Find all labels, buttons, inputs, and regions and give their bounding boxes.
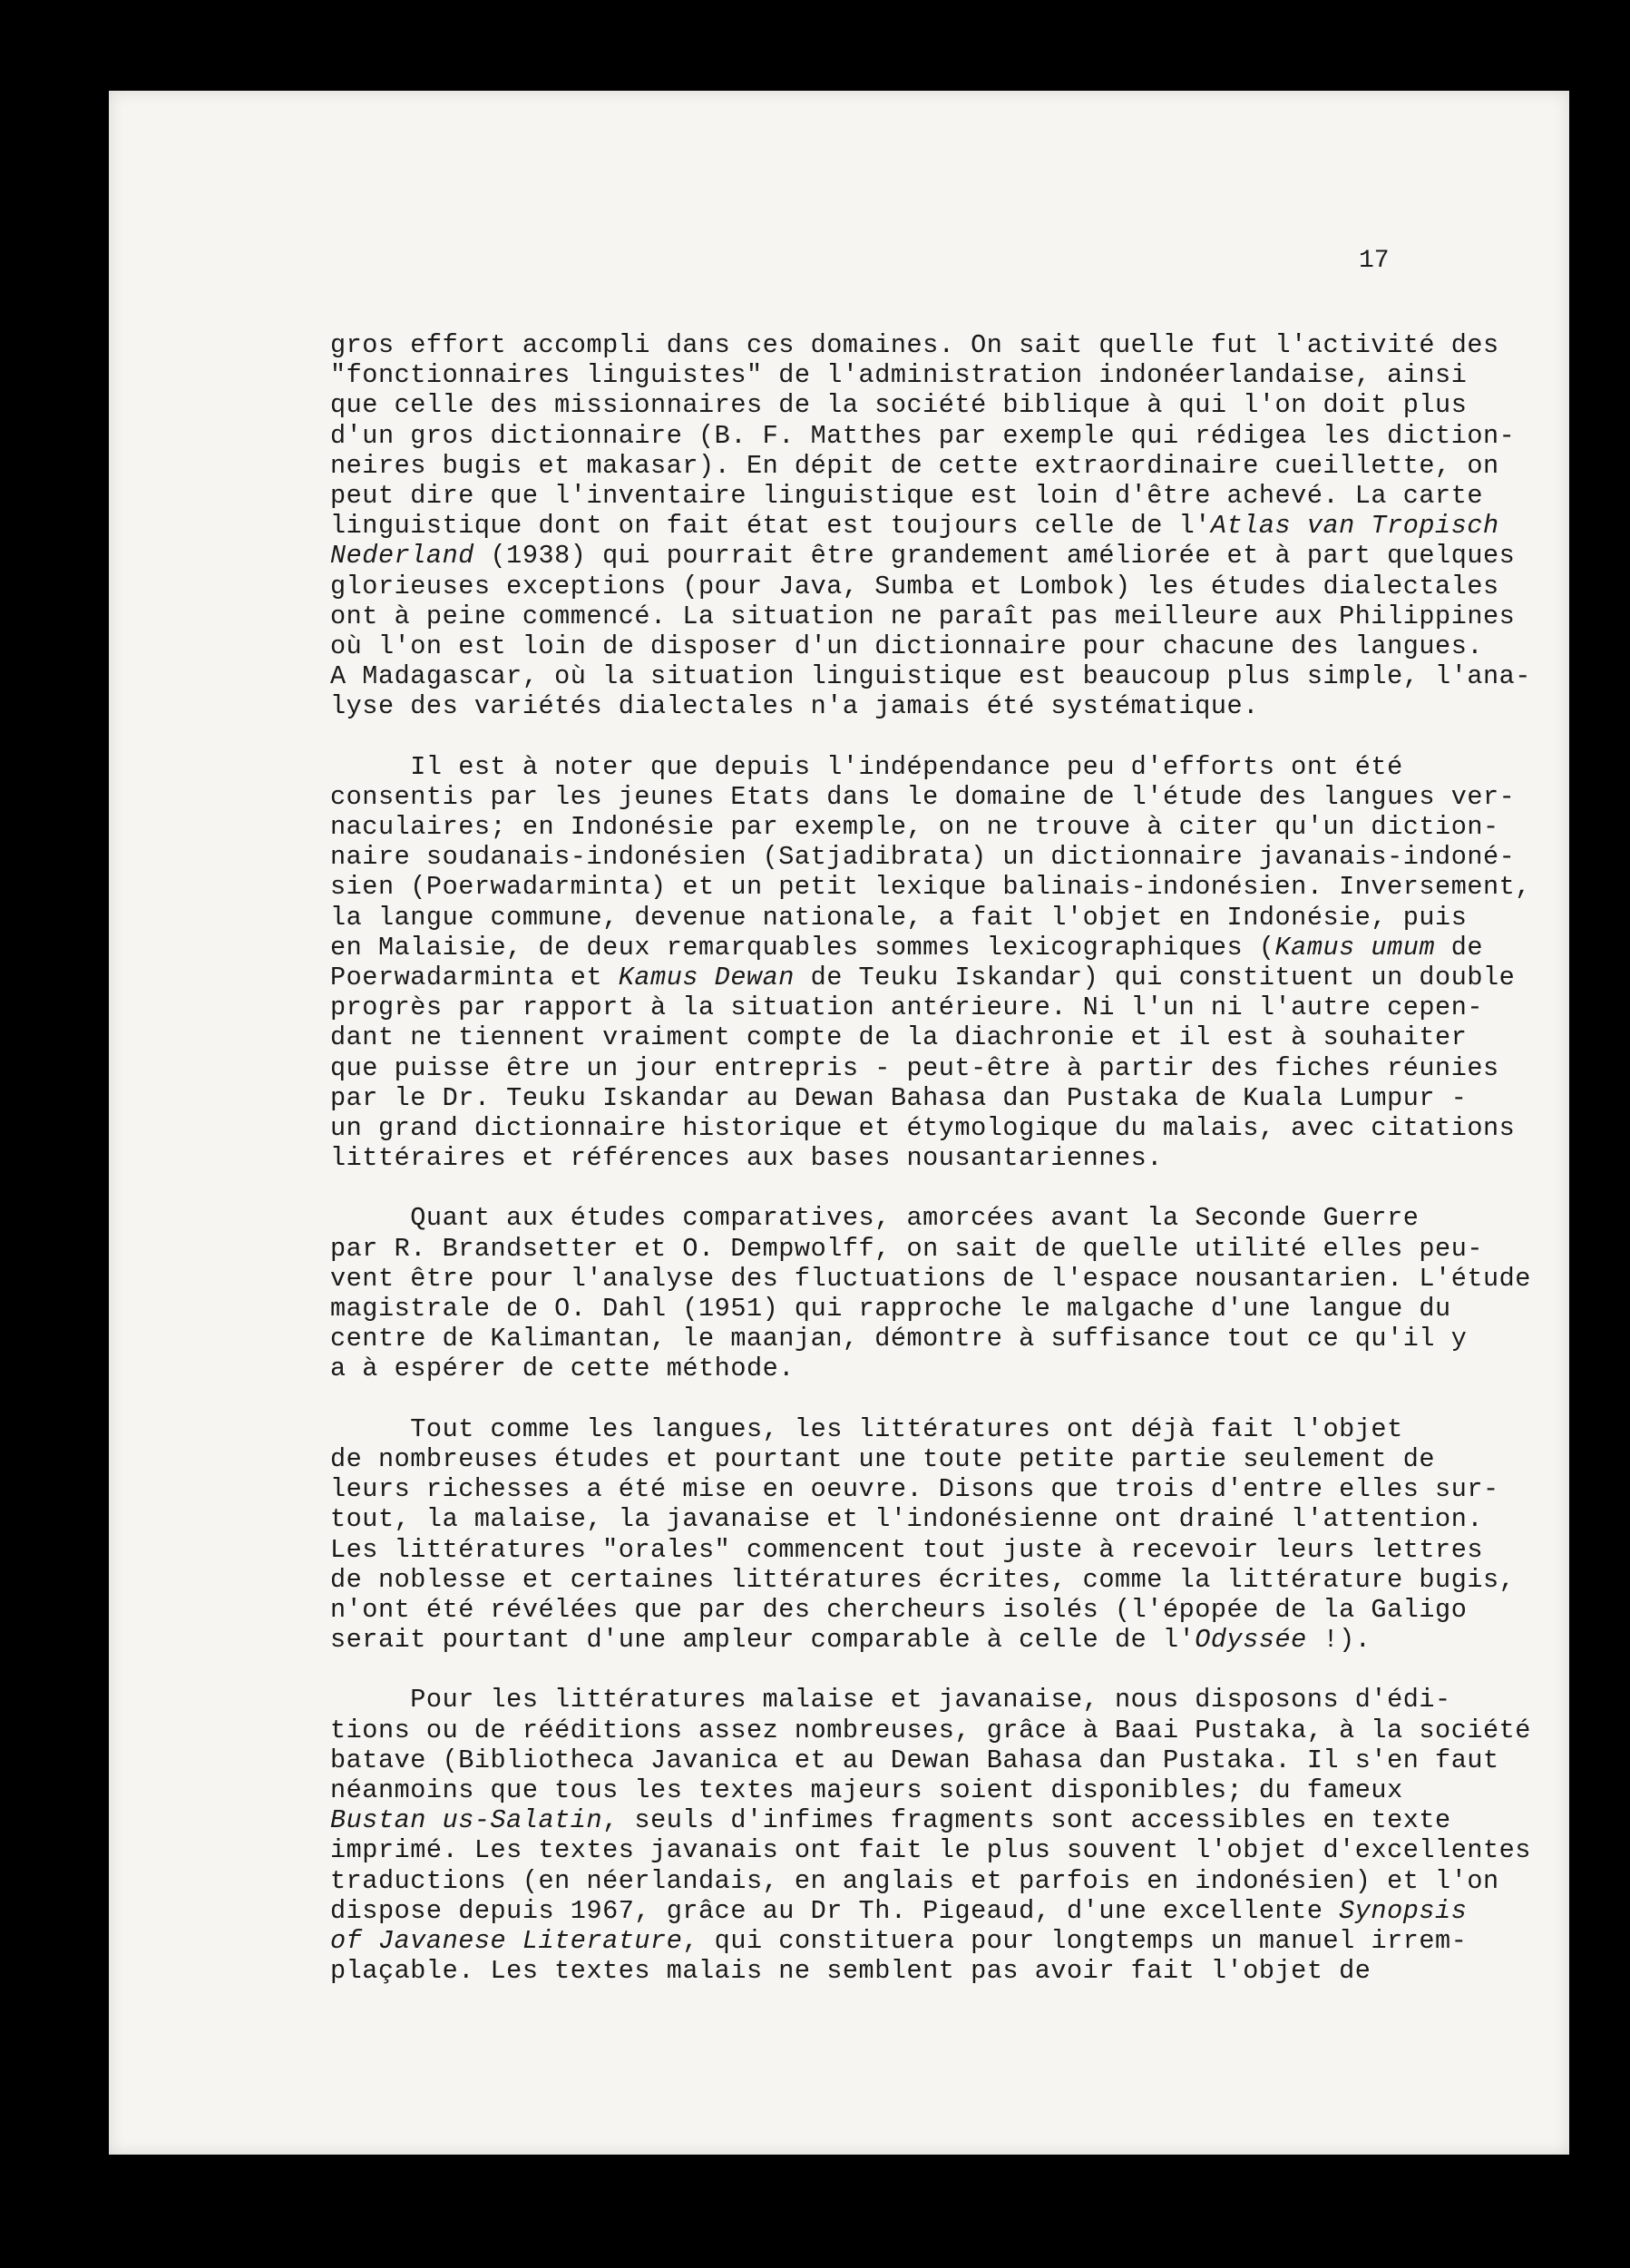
text-segment: naculaires; en Indonésie par exemple, on ne trouve à citer qu'un diction- — [330, 812, 1499, 842]
text-line — [330, 992, 1483, 1023]
text-segment: linguistique dont on fait état est toujours celle de l' — [330, 511, 1211, 542]
italic-title: Bustan us-Salatin — [330, 1805, 603, 1836]
text-line — [330, 1865, 1499, 1896]
text-segment: que puisse être un jour entrepris - peut-être à partir des fiches réunies — [330, 1052, 1499, 1083]
text-segment: un grand dictionnaire historique et étymologique du malais, avec citations — [330, 1112, 1516, 1143]
text-segment: lyse des variétés dialectales n'a jamais été systématique. — [330, 691, 1259, 722]
body-text — [330, 330, 1531, 1987]
text-segment: Quant aux études comparatives, amorcées avant la Seconde Guerre — [330, 1203, 1420, 1234]
text-line — [330, 1414, 1464, 1444]
text-line — [330, 631, 1483, 661]
italic-title: of Javanese Literature — [330, 1925, 683, 1956]
text-line — [330, 661, 1531, 692]
text-segment: traductions (en néerlandais, en anglais et parfois en indonésien) et l'on — [330, 1865, 1499, 1896]
text-line — [330, 1594, 1468, 1625]
text-line — [330, 420, 1516, 451]
text-line — [330, 1354, 1464, 1383]
text-line — [330, 1233, 1483, 1264]
text-segment: , seuls d'infimes fragments sont accessibles en texte — [602, 1805, 1451, 1836]
text-line — [330, 781, 1516, 812]
text-line — [330, 1082, 1468, 1113]
text-line — [330, 1143, 1464, 1173]
text-line — [330, 601, 1516, 631]
text-line — [330, 390, 1468, 421]
text-line — [330, 962, 1516, 992]
text-line — [330, 1444, 1464, 1474]
text-line — [330, 1805, 1464, 1835]
text-segment: gros effort accompli dans ces domaines. On sait quelle fut l'activité des — [330, 330, 1499, 360]
text-line — [330, 1112, 1516, 1143]
text-line — [330, 1504, 1483, 1535]
text-segment: serait pourtant d'une ampleur comparable à celle de l' — [330, 1625, 1196, 1656]
text-segment: Il est à noter que depuis l'indépendance peu d'efforts ont été — [330, 751, 1403, 782]
text-segment: ont à peine commencé. La situation ne paraît pas meilleure aux Philippines — [330, 601, 1516, 631]
text-segment: plaçable. Les textes malais ne semblent pas avoir fait l'objet de — [330, 1956, 1371, 1987]
text-line — [330, 812, 1499, 842]
text-segment: par le Dr. Teuku Iskandar au Dewan Bahasa dan Pustaka de Kuala Lumpur - — [330, 1082, 1468, 1113]
text-segment: de — [1435, 932, 1484, 963]
text-segment: de nombreuses études et pourtant une toute petite partie seulement de — [330, 1443, 1436, 1474]
text-line — [330, 691, 1464, 721]
text-segment: batave (Bibliotheca Javanica et au Dewan Bahasa dan Pustaka. Il s'en faut — [330, 1745, 1499, 1775]
text-line — [330, 1835, 1531, 1866]
text-segment: de noblesse et certaines littératures écrites, comme la littérature bugis, — [330, 1564, 1516, 1595]
text-segment: dant ne tiennent vraiment compte de la diachronie et il est à souhaiter — [330, 1022, 1468, 1053]
text-segment: tions ou de rééditions assez nombreuses, grâce à Baai Pustaka, à la société — [330, 1715, 1531, 1745]
text-segment: centre de Kalimantan, le maanjan, démontre à suffisance tout ce qu'il y — [330, 1324, 1468, 1354]
text-line — [330, 541, 1516, 572]
text-segment: dispose depuis 1967, grâce au Dr Th. Pigeaud, d'une excellente — [330, 1895, 1340, 1926]
text-line — [330, 1745, 1499, 1775]
text-line — [330, 1775, 1464, 1805]
text-segment: progrès par rapport à la situation antérieure. Ni l'un ni l'autre cepen- — [330, 992, 1483, 1023]
text-segment: neires bugis et makasar). En dépit de cette extraordinaire cueillette, on — [330, 450, 1499, 481]
text-segment: , qui constituera pour longtemps un manuel irrem- — [682, 1925, 1468, 1956]
paragraph-gap — [330, 721, 1464, 751]
text-segment: imprimé. Les textes javanais ont fait le plus souvent l'objet d'excellentes — [330, 1835, 1531, 1866]
text-segment: Pour les littératures malaise et javanaise, nous disposons d'édi- — [330, 1685, 1451, 1716]
text-segment: en Malaisie, de deux remarquables sommes lexicographiques ( — [330, 932, 1275, 963]
text-line — [330, 842, 1516, 873]
italic-title: Odyssée — [1195, 1625, 1307, 1656]
text-segment: Tout comme les langues, les littératures ont déjà fait l'objet — [330, 1413, 1403, 1444]
italic-title: Kamus umum — [1274, 932, 1436, 963]
text-line — [330, 1895, 1468, 1926]
text-line — [330, 1324, 1468, 1354]
text-line — [330, 1956, 1464, 1986]
paragraph-gap — [330, 1384, 1464, 1414]
text-segment: Les littératures "orales" commencent tout juste à recevoir leurs lettres — [330, 1534, 1483, 1565]
text-line — [330, 932, 1484, 963]
italic-title: Nederland — [330, 541, 474, 572]
text-segment: naire soudanais-indonésien (Satjadibrata) un dictionnaire javanais-indoné- — [330, 842, 1516, 873]
text-line — [330, 571, 1499, 601]
text-line — [330, 480, 1483, 511]
text-line — [330, 902, 1468, 933]
text-line — [330, 511, 1499, 542]
text-segment: tout, la malaise, la javanaise et l'indonésienne ont drainé l'attention. — [330, 1504, 1483, 1535]
text-line — [330, 752, 1464, 782]
text-line — [330, 1022, 1468, 1053]
text-segment: "fonctionnaires linguistes" de l'administration indonéerlandaise, ainsi — [330, 360, 1468, 391]
italic-title: Atlas van Tropisch — [1210, 511, 1499, 542]
text-segment: (1938) qui pourrait être grandement améliorée et à part quelques — [473, 541, 1516, 572]
text-segment: n'ont été révélées que par des chercheurs isolés (l'épopée de la Galigo — [330, 1594, 1468, 1625]
text-line — [330, 872, 1531, 903]
text-segment: A Madagascar, où la situation linguistique est beaucoup plus simple, l'ana- — [330, 661, 1531, 692]
italic-title: Kamus Dewan — [618, 962, 795, 992]
text-segment: d'un gros dictionnaire (B. F. Matthes par exemple qui rédigea les diction- — [330, 420, 1516, 451]
text-segment: la langue commune, devenue nationale, a fait l'objet en Indonésie, puis — [330, 902, 1468, 933]
paragraph-gap — [330, 1655, 1464, 1685]
text-segment: a à espérer de cette méthode. — [330, 1354, 795, 1384]
text-line — [330, 1715, 1531, 1745]
text-line — [330, 1263, 1531, 1294]
text-segment: littéraires et références aux bases nousantariennes. — [330, 1143, 1163, 1174]
text-line — [330, 1203, 1464, 1233]
text-segment: où l'on est loin de disposer d'un dictionnaire pour chacune des langues. — [330, 631, 1483, 661]
text-line — [330, 1925, 1468, 1956]
text-segment: !). — [1306, 1625, 1371, 1656]
text-segment: glorieuses exceptions (pour Java, Sumba et Lombok) les études dialectales — [330, 571, 1499, 601]
text-segment: leurs richesses a été mise en oeuvre. Disons que trois d'entre elles sur- — [330, 1474, 1499, 1505]
text-segment: consentis par les jeunes Etats dans le domaine de l'étude des langues ver- — [330, 781, 1516, 812]
text-segment: vent être pour l'analyse des fluctuations de l'espace nousantarien. L'étude — [330, 1263, 1531, 1294]
text-segment: par R. Brandsetter et O. Dempwolff, on sait de quelle utilité elles peu- — [330, 1233, 1483, 1264]
text-line — [330, 1052, 1499, 1083]
text-segment: peut dire que l'inventaire linguistique est loin d'être achevé. La carte — [330, 480, 1483, 511]
page-number: 17 — [1359, 247, 1390, 275]
text-line — [330, 330, 1499, 360]
text-line — [330, 1294, 1464, 1324]
text-line — [330, 360, 1468, 391]
text-line — [330, 1625, 1464, 1655]
text-segment: néanmoins que tous les textes majeurs soient disponibles; du fameux — [330, 1775, 1403, 1805]
text-line — [330, 1685, 1464, 1715]
text-segment: de Teuku Iskandar) qui constituent un double — [794, 962, 1516, 992]
text-line — [330, 1474, 1499, 1505]
text-line — [330, 1534, 1483, 1565]
text-segment: que celle des missionnaires de la société biblique à qui l'on doit plus — [330, 390, 1468, 421]
italic-title: Synopsis — [1339, 1895, 1468, 1926]
text-segment: sien (Poerwadarminta) et un petit lexique balinais-indonésien. Inversement, — [330, 872, 1531, 903]
text-segment: magistrale de O. Dahl (1951) qui rapproche le malgache d'une langue du — [330, 1294, 1451, 1324]
paragraph-gap — [330, 1173, 1464, 1203]
text-line — [330, 450, 1499, 481]
text-segment: Poerwadarminta et — [330, 962, 619, 992]
text-line — [330, 1564, 1516, 1595]
